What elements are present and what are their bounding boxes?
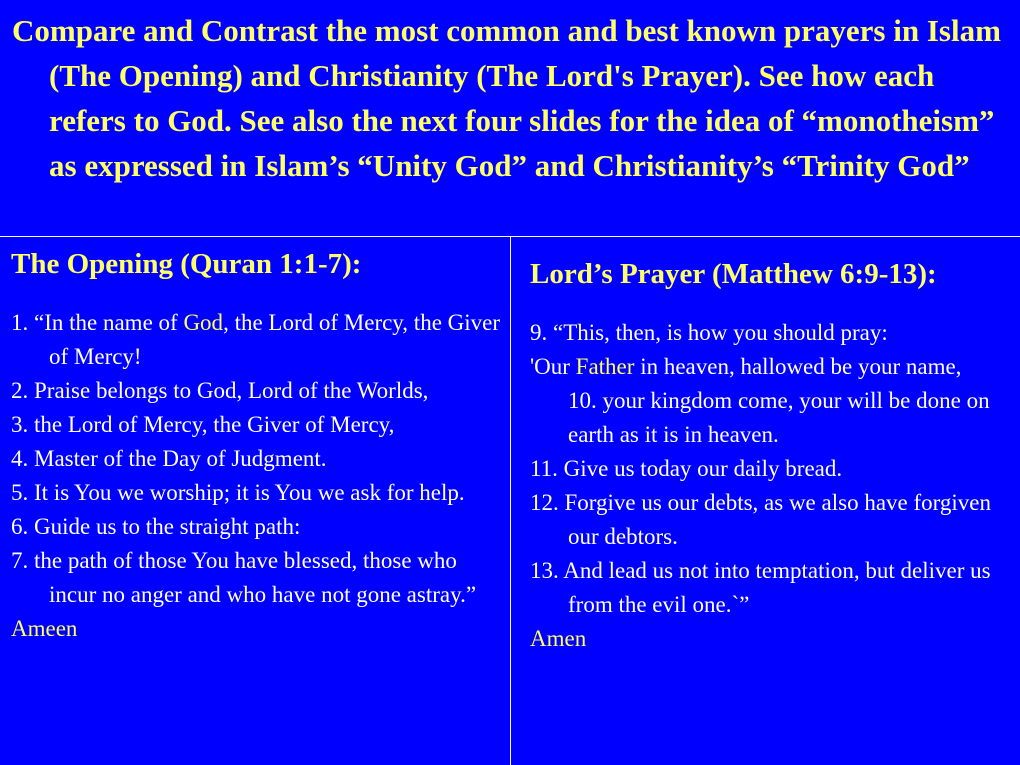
opening-heading: The Opening (Quran 1:1-7): bbox=[11, 248, 362, 280]
opening-verse-4: 4. Master of the Day of Judgment. bbox=[11, 446, 327, 471]
lords-prayer-verse-9b-start: 'Our bbox=[530, 354, 576, 379]
lords-prayer-amen: Amen bbox=[530, 626, 587, 651]
opening-verse-1-god: God bbox=[183, 310, 224, 335]
vertical-divider bbox=[510, 237, 511, 765]
lords-prayer-column bbox=[530, 256, 1018, 656]
lords-prayer-verse-11: 11. Give us today our daily bread. bbox=[530, 456, 843, 481]
opening-verse-1-start: 1. “In the name of bbox=[11, 310, 184, 335]
opening-verse-1 bbox=[11, 306, 508, 374]
lords-prayer-verse-12: 12. Forgive us our debts, as we also have forgiven our debtors. bbox=[530, 490, 991, 549]
opening-verse-3: 3. the Lord of Mercy, the Giver of Mercy, bbox=[11, 412, 395, 437]
opening-verse-1-end: , the Lord of Mercy, the Giver of Mercy! bbox=[49, 310, 501, 369]
lords-prayer-verse-10: 10. your kingdom come, your will be done on earth as it is in heaven. bbox=[568, 388, 990, 447]
lords-prayer-father: Father bbox=[575, 354, 635, 379]
lords-prayer-verse-9b-end: in heaven, hallowed be your name, bbox=[634, 354, 962, 379]
opening-verse-5: 5. It is You we worship; it is You we ask for help. bbox=[11, 480, 465, 505]
opening-amen: Ameen bbox=[11, 616, 78, 641]
opening-verse-7: 7. the path of those You have blessed, those who incur no anger and who have not gone astray.” bbox=[11, 548, 477, 607]
lords-prayer-verse-13: 13. And lead us not into temptation, but deliver us from the evil one.`” bbox=[530, 558, 991, 617]
opening-column bbox=[11, 246, 508, 646]
lords-prayer-verse-9: 9. “This, then, is how you should pray: bbox=[530, 320, 888, 345]
opening-verse-2: 2. Praise belongs to God, Lord of the Worlds, bbox=[11, 378, 429, 403]
opening-verse-6: 6. Guide us to the straight path: bbox=[11, 514, 301, 539]
lords-prayer-heading: Lord’s Prayer (Matthew 6:9-13): bbox=[530, 258, 937, 290]
lords-prayer-verse-9b bbox=[530, 350, 1018, 384]
slide-title: Compare and Contrast the most common and best known prayers in Islam (The Opening) and Christianity (The Lord's Prayer). See how each refers to God. See also the next four slides for the idea of “monotheism” as expressed in Islam’s “Unity God” and Christianity’s “Trinity God” bbox=[12, 13, 1001, 183]
